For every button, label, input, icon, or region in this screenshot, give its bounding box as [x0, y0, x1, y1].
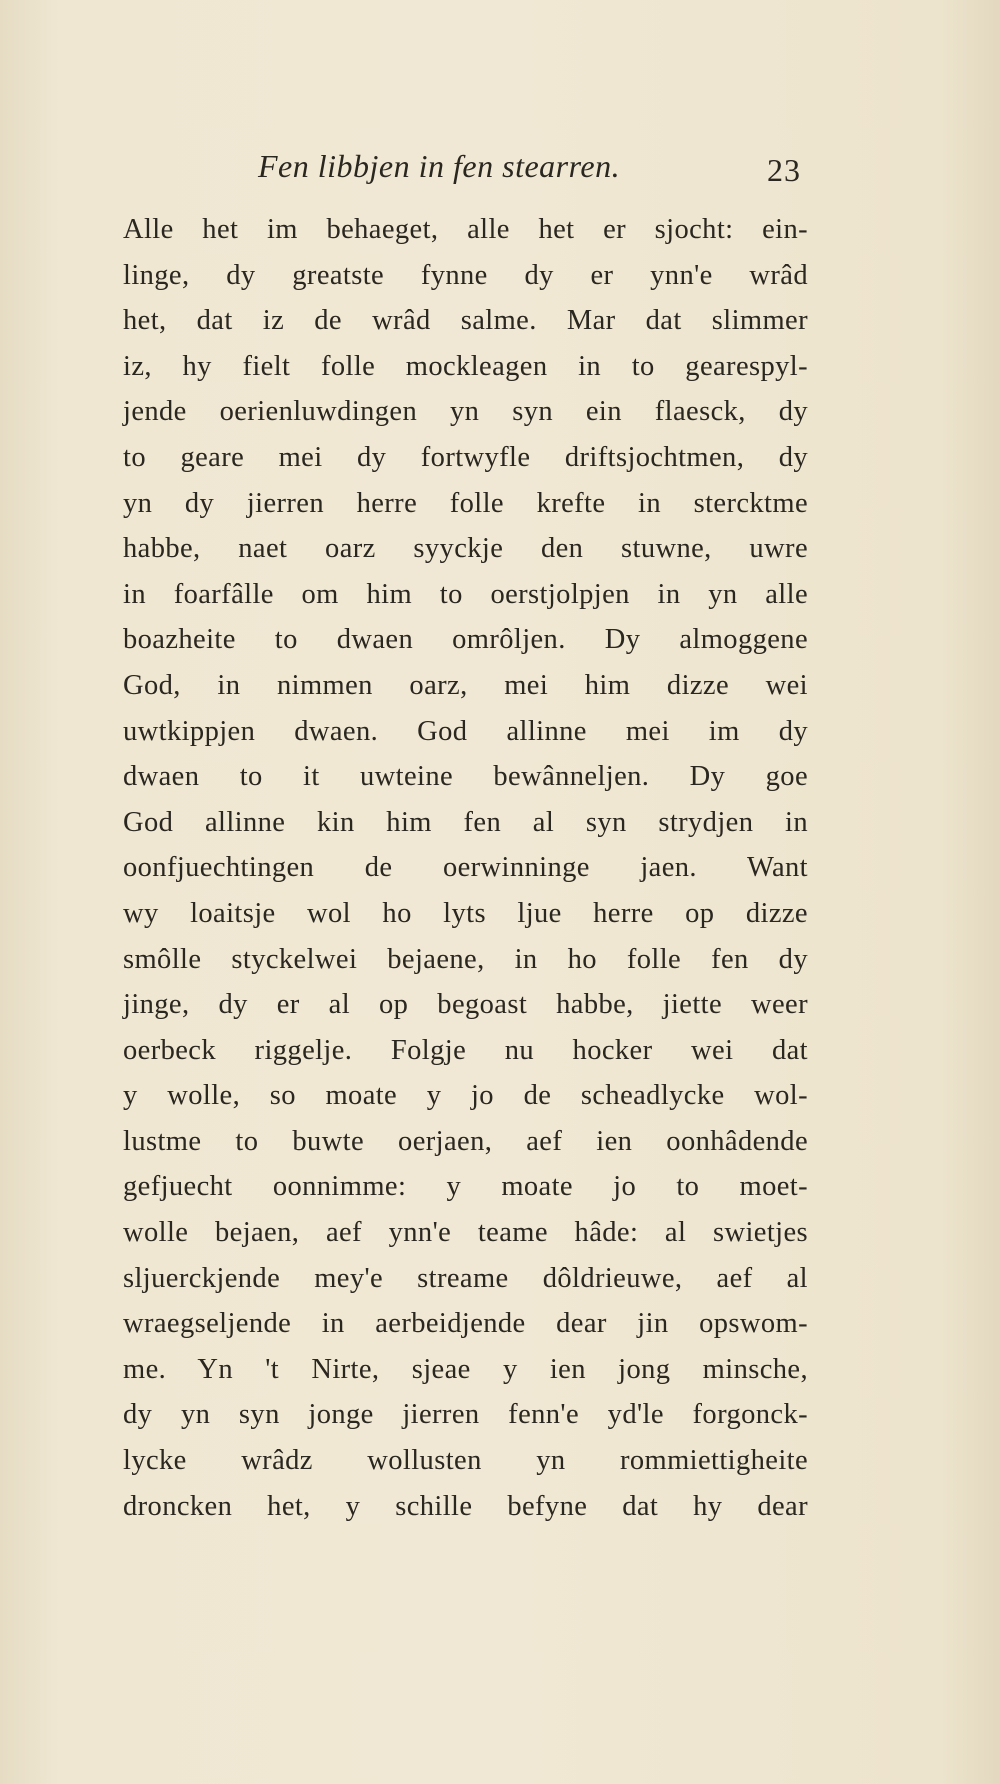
text-line: God, in nimmen oarz, mei him dizze wei	[123, 669, 808, 701]
text-line: in foarfâlle om him to oerstjolpjen in yn alle	[123, 578, 808, 610]
text-line: habbe, naet oarz syyckje den stuwne, uwre	[123, 533, 808, 565]
body-text	[123, 207, 808, 1529]
text-line: Alle het im behaeget, alle het er sjocht: ein-	[123, 214, 808, 245]
text-line: y wolle, so moate y jo de scheadlycke wol-	[123, 1080, 808, 1112]
text-line: dwaen to it uwteine bewânneljen. Dy goe	[123, 761, 808, 793]
text-line: lycke wrâdz wollusten yn rommiettigheite	[123, 1445, 808, 1477]
text-line: wraegseljende in aerbeidjende dear jin opswom-	[123, 1308, 808, 1340]
text-line: smôlle styckelwei bejaene, in ho folle fen dy	[123, 943, 808, 975]
text-line: yn dy jierren herre folle krefte in stercktme	[123, 487, 808, 519]
text-line: wy loaitsje wol ho lyts ljue herre op dizze	[123, 897, 808, 929]
text-line: jende oerienluwdingen yn syn ein flaesck, dy	[123, 396, 808, 428]
text-line: wolle bejaen, aef ynn'e teame hâde: al swietjes	[123, 1217, 808, 1249]
text-line: oerbeck riggelje. Folgje nu hocker wei dat	[123, 1034, 808, 1066]
text-line: iz, hy fielt folle mockleagen in to gearespyl-	[123, 350, 808, 382]
text-line: dy yn syn jonge jierren fenn'e yd'le forgonck-	[123, 1399, 808, 1431]
text-line: lustme to buwte oerjaen, aef ien oonhâdende	[123, 1125, 808, 1157]
text-line: uwtkippjen dwaen. God allinne mei im dy	[123, 715, 808, 747]
text-line: me. Yn 't Nirte, sjeae y ien jong minsche,	[123, 1353, 808, 1385]
text-line: boazheite to dwaen omrôljen. Dy almoggene	[123, 624, 808, 656]
text-line: sljuerckjende mey'e streame dôldrieuwe, aef al	[123, 1262, 808, 1294]
text-line: gefjuecht oonnimme: y moate jo to moet-	[123, 1171, 808, 1203]
running-title: Fen libbjen in fen stearren.	[258, 148, 621, 184]
text-line: droncken het, y schille befyne dat hy dear	[123, 1490, 808, 1522]
text-line: linge, dy greatste fynne dy er ynn'e wrâd	[123, 259, 808, 291]
text-line: het, dat iz de wrâd salme. Mar dat slimmer	[123, 305, 808, 337]
text-line: oonfjuechtingen de oerwinninge jaen. Want	[123, 852, 808, 884]
page-number: 23	[767, 152, 801, 188]
text-line: God allinne kin him fen al syn strydjen in	[123, 806, 808, 838]
text-line: jinge, dy er al op begoast habbe, jiette weer	[123, 989, 808, 1021]
text-line: to geare mei dy fortwyfle driftsjochtmen, dy	[123, 441, 808, 473]
page-header	[0, 148, 1000, 198]
